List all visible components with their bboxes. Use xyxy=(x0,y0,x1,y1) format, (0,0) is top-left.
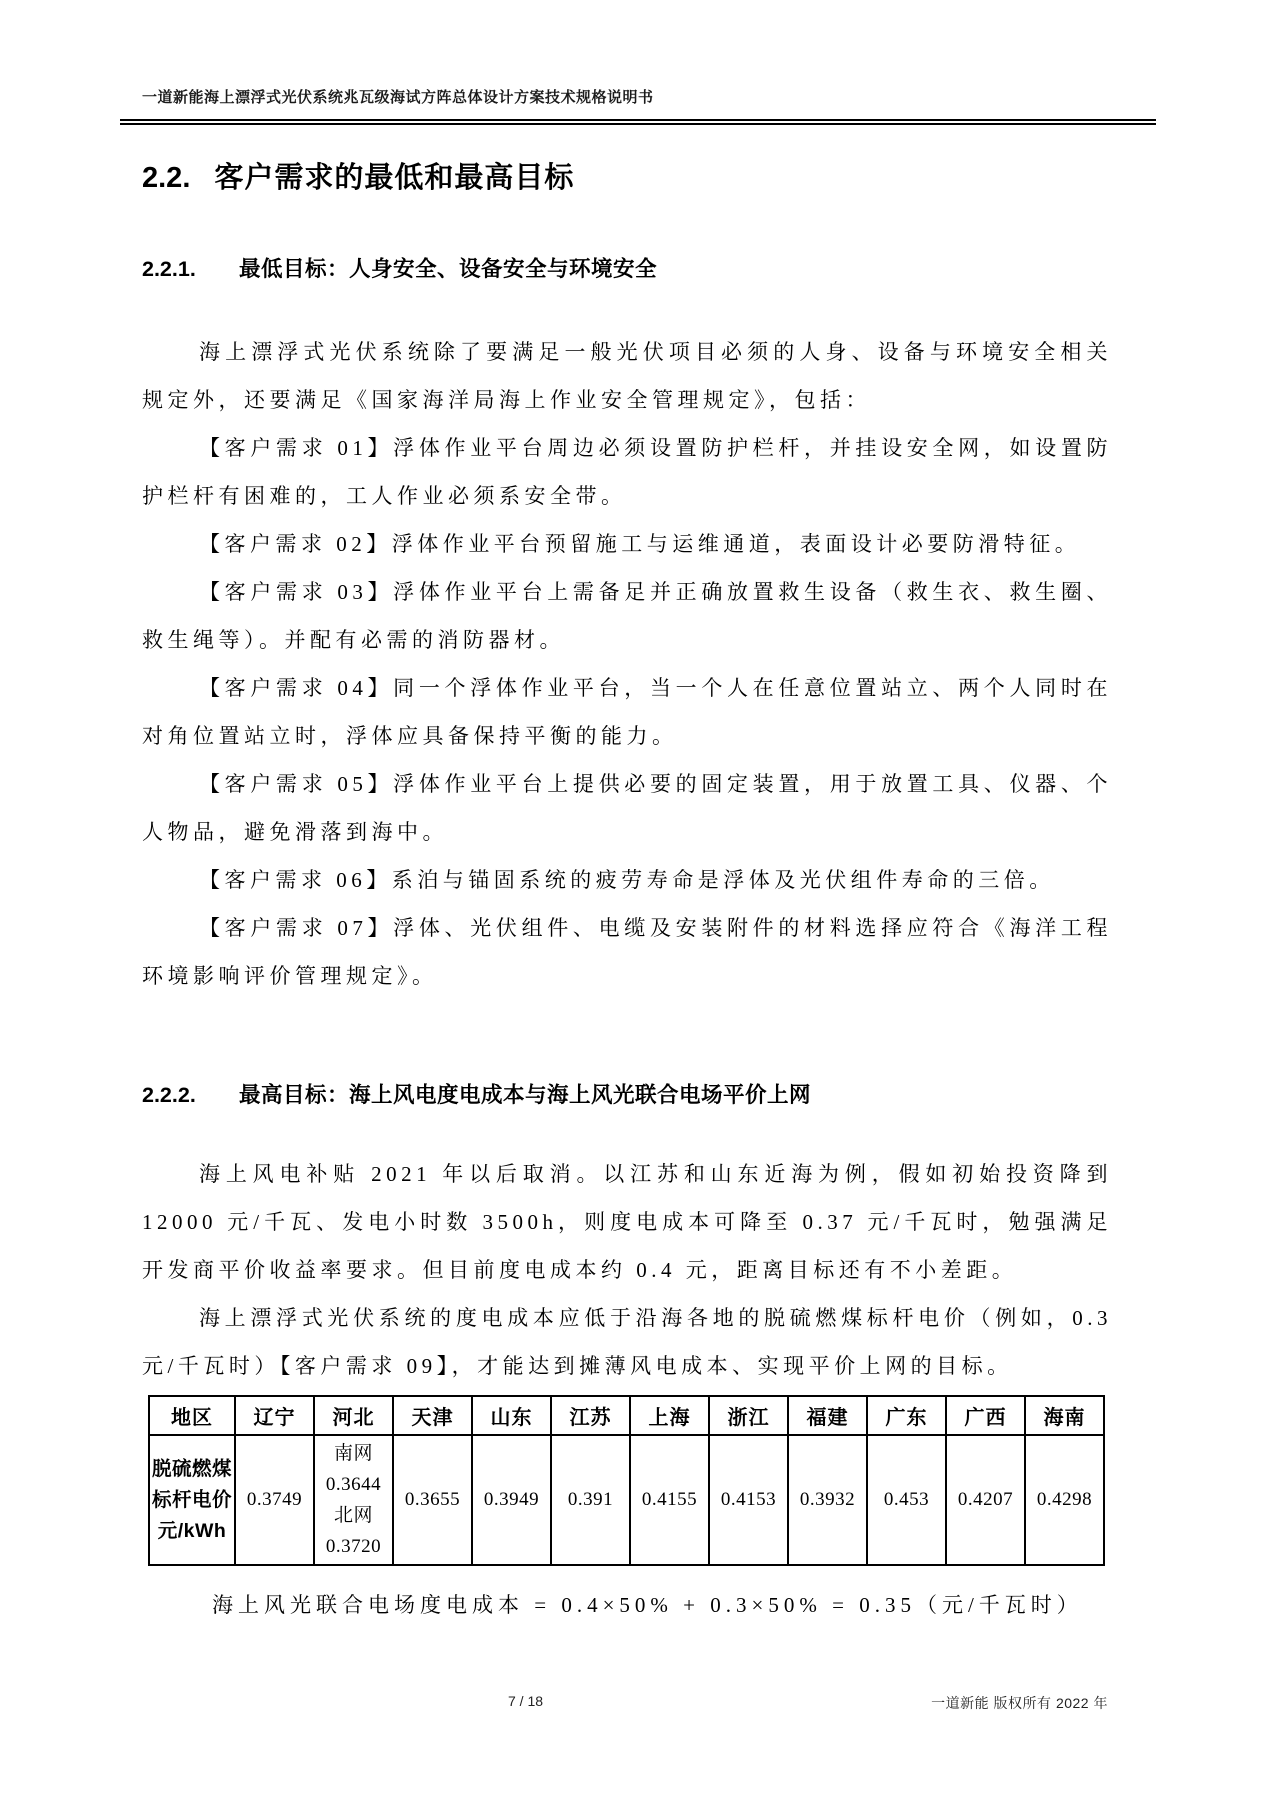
header-divider xyxy=(120,119,1156,125)
intro-paragraph: 海上漂浮式光伏系统除了要满足一般光伏项目必须的人身、设备与环境安全相关规定外，还要满足《国家海洋局海上作业安全管理规定》，包括： xyxy=(142,340,1112,412)
column-header-jiangsu: 江苏 xyxy=(551,1396,630,1435)
price-cell-hebei xyxy=(314,1435,393,1565)
section-2-2-1-heading xyxy=(142,252,657,283)
column-header-shandong: 山东 xyxy=(472,1396,551,1435)
column-header-tianjin: 天津 xyxy=(393,1396,472,1435)
price-cell-tianjin: 0.3655 xyxy=(393,1435,472,1565)
hebei-grid-label: 北网 xyxy=(333,1505,373,1526)
section-2-2-2-heading xyxy=(142,1078,811,1109)
section-2-2-1-body xyxy=(142,328,1112,1000)
cost-paragraph: 海上风电补贴 2021 年以后取消。以江苏和山东近海为例，假如初始投资降到 12000 元/千瓦、发电小时数 3500h，则度电成本可降至 0.37 元/千瓦时，勉强满足开发商平价收益率要求。但目前度电成本约 0.4 元，距离目标还有不小差距。 xyxy=(142,1162,1112,1282)
lcoe-formula-line: 海上风光联合电场度电成本 = 0.4×50% + 0.3×50% = 0.35（元/千瓦时） xyxy=(212,1593,1083,1617)
price-cell-hainan: 0.4298 xyxy=(1025,1435,1104,1565)
section-number: 2.2.1. xyxy=(142,257,196,281)
hebei-south-price: 0.3644 xyxy=(325,1474,382,1495)
column-header-guangxi: 广西 xyxy=(946,1396,1025,1435)
price-cell-guangxi: 0.4207 xyxy=(946,1435,1025,1565)
price-cell-fujian: 0.3932 xyxy=(788,1435,867,1565)
running-header: 一道新能海上漂浮式光伏系统兆瓦级海试方阵总体设计方案技术规格说明书 xyxy=(142,89,654,106)
price-cell-shandong: 0.3949 xyxy=(472,1435,551,1565)
section-2-2-heading xyxy=(142,155,574,196)
section-title: 客户需求的最低和最高目标 xyxy=(214,162,575,194)
row-label-cell xyxy=(149,1435,235,1565)
section-title: 最低目标：人身安全、设备安全与环境安全 xyxy=(239,257,658,281)
column-header-guangdong: 广东 xyxy=(867,1396,946,1435)
price-cell-guangdong: 0.453 xyxy=(867,1435,946,1565)
coal-benchmark-price-table xyxy=(148,1395,1105,1566)
page-number: 7 / 18 xyxy=(508,1693,544,1709)
column-header-zhejiang: 浙江 xyxy=(709,1396,788,1435)
requirement-paragraph-06: 【客户需求 06】系泊与锚固系统的疲劳寿命是浮体及光伏组件寿命的三倍。 xyxy=(199,868,1055,892)
column-header-hainan: 海南 xyxy=(1025,1396,1104,1435)
table-data-row xyxy=(149,1435,1104,1565)
price-cell-jiangsu: 0.391 xyxy=(551,1435,630,1565)
requirement-paragraph-05: 【客户需求 05】浮体作业平台上提供必要的固定装置，用于放置工具、仪器、个人物品，避免滑落到海中。 xyxy=(142,772,1112,844)
section-2-2-2-body xyxy=(142,1150,1112,1390)
copyright-notice: 一道新能 版权所有 2022 年 xyxy=(931,1695,1108,1711)
column-header-shanghai: 上海 xyxy=(630,1396,709,1435)
column-header-region: 地区 xyxy=(149,1396,235,1435)
column-header-hebei: 河北 xyxy=(314,1396,393,1435)
column-header-liaoning: 辽宁 xyxy=(235,1396,314,1435)
grid-parity-paragraph: 海上漂浮式光伏系统的度电成本应低于沿海各地的脱硫燃煤标杆电价（例如，0.3 元/千瓦时）【客户需求 09】，才能达到摊薄风电成本、实现平价上网的目标。 xyxy=(142,1306,1112,1378)
price-cell-shanghai: 0.4155 xyxy=(630,1435,709,1565)
row-label-line: 脱硫燃煤 xyxy=(151,1457,232,1480)
row-label-line: 标杆电价 xyxy=(151,1488,232,1511)
row-label-line: 元/kWh xyxy=(157,1519,227,1542)
section-number: 2.2. xyxy=(142,162,191,194)
hebei-north-price: 0.3720 xyxy=(325,1536,382,1557)
requirement-paragraph-01: 【客户需求 01】浮体作业平台周边必须设置防护栏杆，并挂设安全网，如设置防护栏杆有困难的，工人作业必须系安全带。 xyxy=(142,436,1112,508)
requirement-paragraph-02: 【客户需求 02】浮体作业平台预留施工与运维通道，表面设计必要防滑特征。 xyxy=(199,532,1081,556)
hebei-grid-label: 南网 xyxy=(333,1443,373,1464)
requirement-paragraph-04: 【客户需求 04】同一个浮体作业平台，当一个人在任意位置站立、两个人同时在对角位置站立时，浮体应具备保持平衡的能力。 xyxy=(142,676,1112,748)
section-number: 2.2.2. xyxy=(142,1083,196,1107)
column-header-fujian: 福建 xyxy=(788,1396,867,1435)
section-title: 最高目标：海上风电度电成本与海上风光联合电场平价上网 xyxy=(239,1083,812,1107)
price-cell-zhejiang: 0.4153 xyxy=(709,1435,788,1565)
table-header-row xyxy=(149,1396,1104,1435)
requirement-paragraph-07: 【客户需求 07】浮体、光伏组件、电缆及安装附件的材料选择应符合《海洋工程环境影响评价管理规定》。 xyxy=(142,916,1112,988)
requirement-paragraph-03: 【客户需求 03】浮体作业平台上需备足并正确放置救生设备（救生衣、救生圈、救生绳等）。并配有必需的消防器材。 xyxy=(142,580,1112,652)
price-cell-liaoning: 0.3749 xyxy=(235,1435,314,1565)
